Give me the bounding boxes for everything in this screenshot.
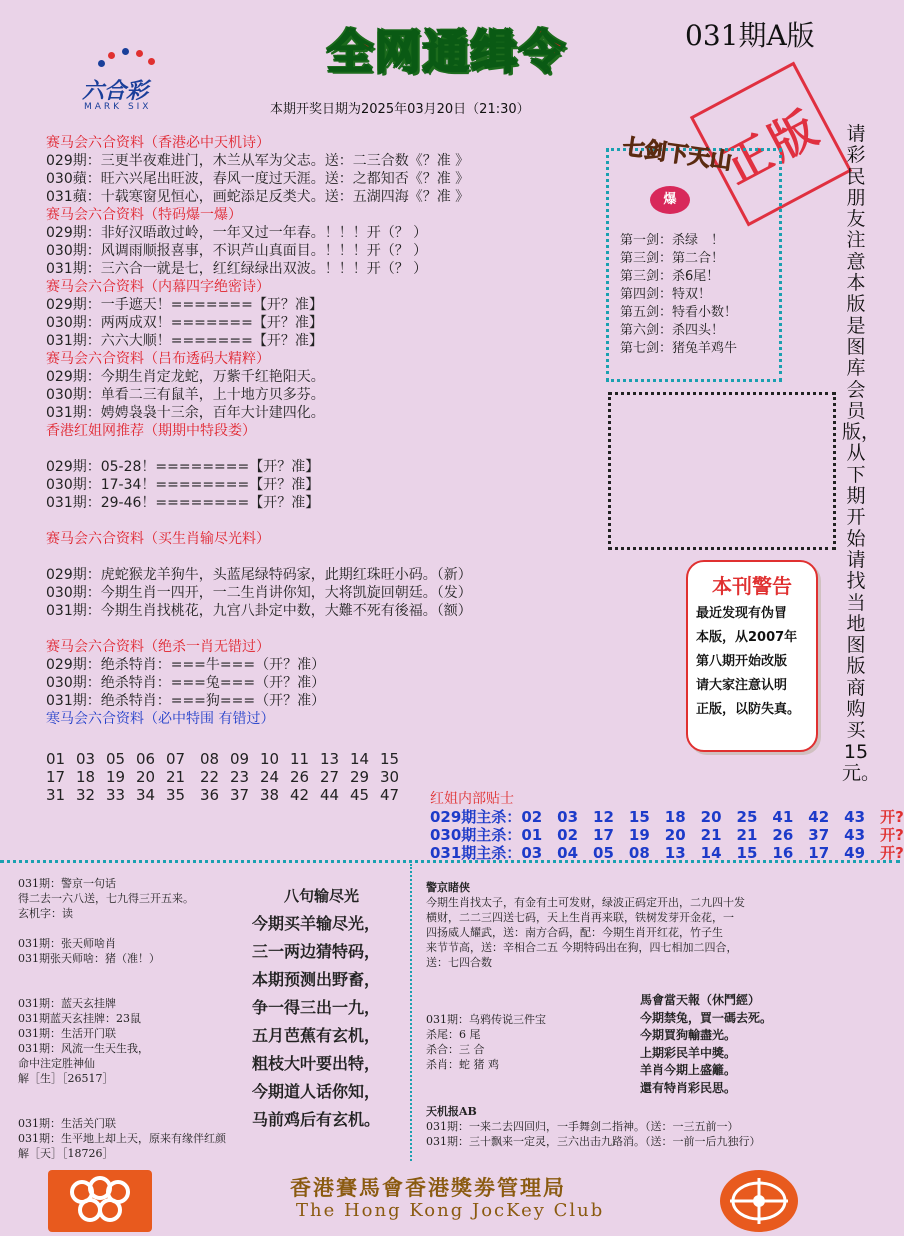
bl-line <box>18 966 226 981</box>
kill-label: 030期主杀： <box>430 826 522 844</box>
number-cell: 17 <box>46 768 66 786</box>
tianji-line: 天机报AB <box>426 1105 477 1118</box>
footer-org-cn: 香港賽馬會香港獎劵管理局 <box>290 1175 566 1200</box>
bomb-badge: 爆 <box>650 186 690 214</box>
number-row <box>46 750 410 768</box>
warning-heading: 本刊警告 <box>712 574 792 598</box>
warning-box <box>686 560 818 752</box>
warning-line: 请大家注意认明 <box>696 678 788 693</box>
section-line: 031期：三六合一就是七，红红绿绿出双波。！！！开（？ ） <box>46 261 428 277</box>
bl-line: 命中注定胜神仙 <box>18 1057 95 1070</box>
bl-line: 031期：风流一生天生我， <box>18 1042 149 1055</box>
section-line <box>46 548 472 566</box>
report-line: 馬會當天報（休鬥經） <box>640 993 761 1007</box>
tianji-line: 031期：一来二去四回归，一手舞剑二指神。（送：一三五前一） <box>426 1120 739 1133</box>
report-line: 羊肖今期上盛籬。 <box>640 1063 737 1077</box>
section-line: 029期：非好汉晤敢过岭，一年又过一年春。！！！开（？ ） <box>46 225 428 241</box>
section-line: 031期：今期生肖找桃花，九宫八卦定中数，大難不死有後福。（额） <box>46 603 472 619</box>
section-line: 031期：六六大顺！=======【开？准】 <box>46 333 323 349</box>
section-line: 030期：今期生肖一四开，一二生肖讲你知，大将凯旋回朝廷。（发） <box>46 585 472 601</box>
empty-dotted-box <box>608 392 836 550</box>
section-heading: 香港红姐网推荐（期期中特段娄） <box>46 423 256 439</box>
section-4 <box>46 350 472 422</box>
report-line: 還有特肖彩民思。 <box>640 1080 737 1095</box>
number-row <box>46 768 410 786</box>
section-line: 030期：绝杀特肖：===兔===（开？准） <box>46 675 326 691</box>
kill-tail: 开? <box>880 844 904 862</box>
warning-body <box>696 602 808 722</box>
page-title: 全网通缉令 <box>327 25 567 79</box>
kill-numbers: 01 02 17 19 20 21 21 26 37 43 <box>521 826 866 844</box>
logo-subtext: MARK SIX <box>84 102 152 112</box>
section-5 <box>46 422 472 512</box>
br-line: 警京睹侠 <box>426 881 470 894</box>
section-line: 029期：三更半夜难进门，木兰从军为父志。送：二三合数《？准 》 <box>46 153 470 169</box>
section-heading: 赛马会六合资料（内幕四字绝密诗） <box>46 279 270 295</box>
dotted-vertical-divider <box>410 864 412 1164</box>
bl-line <box>18 1101 226 1116</box>
report-line: 上期彩民羊中獎。 <box>640 1045 737 1060</box>
number-row <box>46 786 410 804</box>
number-cell: 45 <box>350 786 370 804</box>
bl-line: 031期蓝天玄挂牌：23鼠 <box>18 1012 141 1025</box>
seven-swords-title: 七剑下天山 <box>621 134 734 175</box>
tianji-block <box>426 1104 761 1149</box>
number-cell: 19 <box>106 768 126 786</box>
sword-item: 第三剑：杀6尾！ <box>620 269 720 284</box>
bl-line: 031期：张天师啥肖 <box>18 937 116 950</box>
number-cell: 22 <box>200 768 220 786</box>
crow-line: 杀合：三 合 <box>426 1043 485 1056</box>
bl-line <box>18 1086 226 1101</box>
genuine-stamp: 正版 <box>690 62 852 227</box>
section-line: 030期：单看二三有鼠羊，上十地方贝多芬。 <box>46 387 325 403</box>
seven-swords-list <box>620 232 737 358</box>
bl-line: 解［天］［18726］ <box>18 1147 114 1160</box>
poem-line: 五月芭蕉有玄机， <box>252 1026 381 1045</box>
number-cell: 18 <box>76 768 96 786</box>
crow-line: 031期：乌鸦传说三件宝 <box>426 1013 546 1026</box>
bl-line <box>18 921 226 936</box>
sword-item: 第六剑：杀四头！ <box>620 323 725 338</box>
number-cell: 01 <box>46 750 66 768</box>
bl-line: 031期：生平地上却上天，原来有缘伴红颜 <box>18 1132 226 1145</box>
section-7 <box>46 638 472 710</box>
number-cell: 24 <box>260 768 280 786</box>
bl-line: 解［生］［26517］ <box>18 1072 114 1085</box>
poem-line: 马前鸡后有玄机。 <box>252 1110 381 1129</box>
number-cell: 27 <box>320 768 340 786</box>
bl-line: 玄机字：读 <box>18 907 73 920</box>
section-line <box>46 440 472 458</box>
kill-numbers: 03 04 05 08 13 14 15 16 17 49 <box>521 844 866 862</box>
br-line: 四扬威人耀武，送：南方合码，配：今期生肖开红花，竹子生 <box>426 926 723 939</box>
daily-report-block <box>640 992 772 1097</box>
number-cell: 10 <box>260 750 280 768</box>
bl-line: 031期：蓝天玄挂牌 <box>18 997 116 1010</box>
section-line: 029期：今期生肖定龙蛇，万紫千红艳阳天。 <box>46 369 325 385</box>
section-line: 030期：17-34！========【开？准】 <box>46 477 320 493</box>
vertical-notice: 请彩民朋友注意本版是图库会员版，从下期开始请找当地图版商购买15元。 <box>842 123 881 784</box>
number-cell: 08 <box>200 750 220 768</box>
number-cell: 07 <box>166 750 186 768</box>
kill-label: 029期主杀： <box>430 808 522 826</box>
kill-tail: 开? <box>880 826 904 844</box>
section-heading: 赛马会六合资料（香港必中天机诗） <box>46 135 270 151</box>
section-line: 030蘋：旺六兴尾出旺波，春风一度过天涯。送：之都知否《？准 》 <box>46 171 470 187</box>
br-line: 来节节高，送：辛相合二五 今期特码出在狗，四七相加二四合， <box>426 941 738 954</box>
number-cell: 38 <box>260 786 280 804</box>
number-cell: 14 <box>350 750 370 768</box>
sword-item: 第一剑：杀绿 ！ <box>620 233 725 248</box>
warning-line: 本版，从2007年 <box>696 630 798 645</box>
kill-heading: 红姐内部贴士 <box>430 791 514 807</box>
section-heading: 赛马会六合资料（吕布透码大精粹） <box>46 351 270 367</box>
sword-item: 第三剑：第二合！ <box>620 251 725 266</box>
poem-line: 三一两边猜特码， <box>252 942 381 961</box>
number-cell: 33 <box>106 786 126 804</box>
poem-block <box>252 882 380 1134</box>
number-cell: 26 <box>290 768 310 786</box>
footer-org-en: The Hong Kong JocKey Club <box>296 1200 605 1221</box>
number-cell: 29 <box>350 768 370 786</box>
section-6 <box>46 530 472 620</box>
br-line: 今期生肖找太子，有金有土可发财，绿波正码定开出，二九四十发 <box>426 896 745 909</box>
poem-line: 八句输尽光 <box>284 887 360 905</box>
section-line: 029期：05-28！========【开？准】 <box>46 459 320 475</box>
section-heading: 赛马会六合资料（绝杀一肖无错过） <box>46 639 270 655</box>
number-cell: 35 <box>166 786 186 804</box>
section-1 <box>46 134 472 206</box>
section-line: 030期：两两成双！=======【开？准】 <box>46 315 323 331</box>
section-line: 031蘋：十载寒窗见恒心，画蛇添足反类犬。送：五湖四海《？准 》 <box>46 189 470 205</box>
br-line: 横财，二二三四送七码，天上生肖再来联，铁树发芽开金花，一 <box>426 911 734 924</box>
kill-label: 031期主杀： <box>430 844 522 862</box>
sword-item: 第七剑：猪兔羊鸡牛 <box>620 341 738 356</box>
section-heading: 赛马会六合资料（买生肖输尽光料） <box>46 531 270 547</box>
report-line: 今期買狗輸盡光。 <box>640 1028 737 1042</box>
crow-line: 杀尾：6 尾 <box>426 1028 481 1041</box>
number-cell: 34 <box>136 786 156 804</box>
number-grid <box>46 750 410 804</box>
br-line: 送：七四合数 <box>426 956 492 969</box>
sword-item: 第五剑：特看小数！ <box>620 305 738 320</box>
poem-line: 今期道人话你知， <box>252 1082 381 1101</box>
number-cell: 36 <box>200 786 220 804</box>
number-cell: 42 <box>290 786 310 804</box>
section-heading: 赛马会六合资料（特码爆一爆） <box>46 207 242 223</box>
number-cell: 06 <box>136 750 156 768</box>
logo-text: 六合彩 <box>82 79 149 104</box>
special-heading: 寒马会六合资料（必中特围 有错过） <box>46 711 275 727</box>
dotted-divider <box>0 860 900 863</box>
left-sections <box>46 134 472 728</box>
number-cell: 09 <box>230 750 250 768</box>
issue-label: 031期A版 <box>685 19 815 52</box>
bl-line: 031期：生活开门联 <box>18 1027 116 1040</box>
bl-line: 031期张天师啥：猪（准！） <box>18 952 160 965</box>
number-cell: 44 <box>320 786 340 804</box>
tianji-line: 031期：三十飘来一定灵，三六出击九路消。（送：一前一后九独行） <box>426 1135 761 1148</box>
draw-date: 本期开奖日期为2025年03月20日（21:30） <box>270 102 530 117</box>
section-line: 029期：虎蛇猴龙羊狗牛，头蓝尾绿特码家，此期红珠旺小码。（新） <box>46 567 472 583</box>
poem-line: 本期预测出野畜， <box>252 970 381 989</box>
crow-line: 杀肖：蛇 猪 鸡 <box>426 1058 499 1071</box>
section-line: 030期：风调雨顺报喜事，不识芦山真面目。！！！开（？ ） <box>46 243 428 259</box>
section-3 <box>46 278 472 350</box>
section-2 <box>46 206 472 278</box>
number-cell: 03 <box>76 750 96 768</box>
number-cell: 15 <box>380 750 400 768</box>
sword-item: 第四剑：特双！ <box>620 287 712 302</box>
warning-line: 正版，以防失真。 <box>696 702 801 717</box>
crow-block <box>426 1012 546 1072</box>
mark-six-logo <box>78 48 188 118</box>
bl-line: 031期：警京一句话 <box>18 877 116 890</box>
number-cell: 47 <box>380 786 400 804</box>
lottery-logo-icon <box>48 1170 152 1232</box>
bl-line: 031期：生活关门联 <box>18 1117 116 1130</box>
jockey-club-emblem-icon <box>720 1170 798 1232</box>
warning-line: 最近发现有伪冒 <box>696 606 788 621</box>
number-cell: 11 <box>290 750 310 768</box>
section-line: 031期：娉娉袅袅十三余，百年大计建四化。 <box>46 405 325 421</box>
bottom-right-block <box>426 880 745 970</box>
poem-line: 粗枝大叶要出特， <box>252 1054 381 1073</box>
warning-line: 第八期开始改版 <box>696 654 788 669</box>
number-cell: 13 <box>320 750 340 768</box>
number-cell: 05 <box>106 750 126 768</box>
number-cell: 23 <box>230 768 250 786</box>
number-cell: 30 <box>380 768 400 786</box>
kill-tail: 开? <box>880 808 904 826</box>
bl-line: 得二去一六八送，七九得三开五来。 <box>18 892 194 905</box>
report-line: 今期禁兔，買一碼去死。 <box>640 1010 773 1025</box>
number-cell: 21 <box>166 768 186 786</box>
number-cell: 31 <box>46 786 66 804</box>
bl-line <box>18 981 226 996</box>
section-line: 029期：绝杀特肖：===牛===（开？准） <box>46 657 326 673</box>
bottom-left-block <box>18 876 226 1161</box>
number-cell: 20 <box>136 768 156 786</box>
poem-line: 争一得三出一九， <box>252 998 381 1017</box>
section-line: 031期：29-46！========【开？准】 <box>46 495 320 511</box>
number-cell: 32 <box>76 786 96 804</box>
poem-line: 今期买羊输尽光， <box>252 914 381 933</box>
kill-numbers: 02 03 12 15 18 20 25 41 42 43 <box>521 808 866 826</box>
section-line: 031期：绝杀特肖：===狗===（开？准） <box>46 693 326 709</box>
number-cell: 37 <box>230 786 250 804</box>
section-line: 029期：一手遮天！=======【开？准】 <box>46 297 323 313</box>
